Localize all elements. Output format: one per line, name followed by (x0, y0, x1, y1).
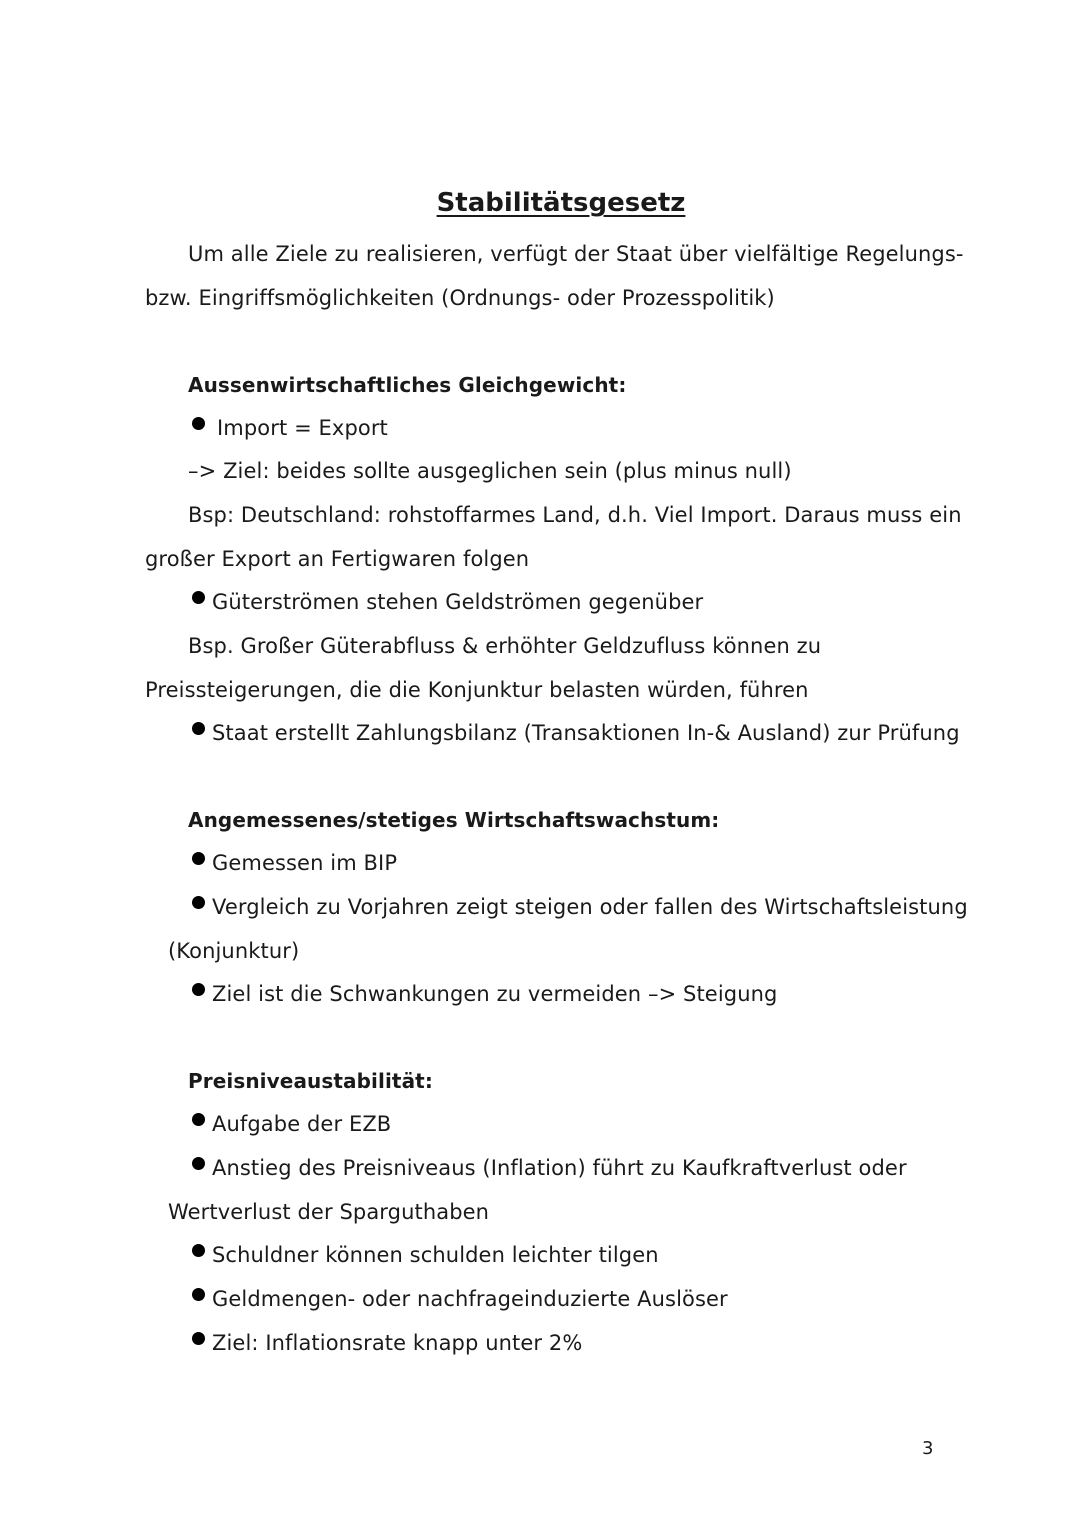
body-line: großer Export an Fertigwaren folgen (145, 547, 530, 571)
bullet-icon (192, 1288, 205, 1301)
section-heading-wirtschaftswachstum: Angemessenes/stetiges Wirtschaftswachstum: (188, 808, 720, 832)
bullet-icon (192, 983, 205, 996)
body-line: Preissteigerungen, die die Konjunktur belasten würden, führen (145, 678, 809, 702)
list-item: Güterströmen stehen Geldströmen gegenüber (212, 590, 704, 614)
section-heading-aussenwirtschaft: Aussenwirtschaftliches Gleichgewicht: (188, 373, 627, 397)
bullet-icon (192, 1113, 205, 1126)
body-line: –> Ziel: beides sollte ausgeglichen sein (plus minus null) (188, 459, 792, 483)
intro-line-2: bzw. Eingriffsmöglichkeiten (Ordnungs- oder Prozesspolitik) (145, 286, 775, 310)
list-item: Ziel: Inflationsrate knapp unter 2% (212, 1331, 583, 1355)
bullet-icon (192, 896, 205, 909)
list-item: Geldmengen- oder nachfrageinduzierte Auslöser (212, 1287, 728, 1311)
list-item: Import = Export (217, 416, 388, 440)
list-item: Staat erstellt Zahlungsbilanz (Transaktionen In-& Ausland) zur Prüfung (212, 721, 960, 745)
list-item: Vergleich zu Vorjahren zeigt steigen oder fallen des Wirtschaftsleistung (212, 895, 968, 919)
bullet-icon (192, 1332, 205, 1345)
body-line: Wertverlust der Sparguthaben (168, 1200, 490, 1224)
list-item: Ziel ist die Schwankungen zu vermeiden –> Steigung (212, 982, 778, 1006)
list-item: Anstieg des Preisniveaus (Inflation) führt zu Kaufkraftverlust oder (212, 1156, 907, 1180)
intro-line-1: Um alle Ziele zu realisieren, verfügt der Staat über vielfältige Regelungs- (188, 242, 964, 266)
list-item: Schuldner können schulden leichter tilgen (212, 1243, 659, 1267)
page-title: Stabilitätsgesetz (436, 188, 686, 218)
page-number: 3 (922, 1438, 934, 1459)
list-item: Gemessen im BIP (212, 851, 398, 875)
bullet-icon (192, 591, 205, 604)
body-line: Bsp: Deutschland: rohstoffarmes Land, d.h. Viel Import. Daraus muss ein (188, 503, 962, 527)
body-line: (Konjunktur) (168, 939, 300, 963)
bullet-icon (192, 722, 205, 735)
bullet-icon (192, 1157, 205, 1170)
section-heading-preisniveaustabilitaet: Preisniveaustabilität: (188, 1069, 433, 1093)
bullet-icon (192, 1244, 205, 1257)
list-item: Aufgabe der EZB (212, 1112, 392, 1136)
bullet-icon (192, 417, 205, 430)
body-line: Bsp. Großer Güterabfluss & erhöhter Geldzufluss können zu (188, 634, 822, 658)
bullet-icon (192, 852, 205, 865)
